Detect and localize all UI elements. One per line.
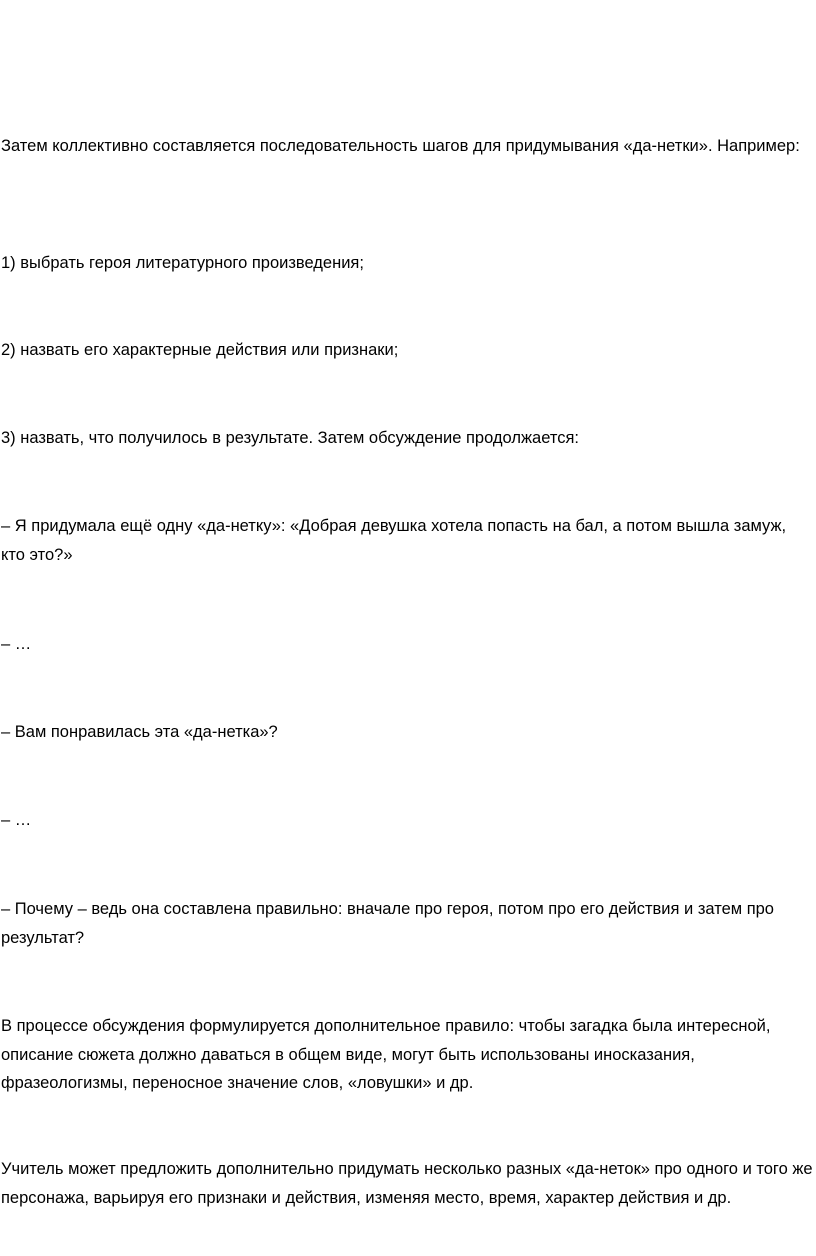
paragraph-additional-rule: В процессе обсуждения формулируется дополнительное правило: чтобы загадка была интересной, описание сюжета должно даваться в общем виде, могут быть использованы иносказания, фразеологизмы, переносное значение слов, «ловушки» и др. bbox=[1, 1017, 771, 1092]
paragraph-dialogue-ellipsis-1: – … bbox=[1, 635, 32, 653]
paragraph-step-2: 2) назвать его характерные действия или признаки; bbox=[1, 341, 399, 359]
paragraph-step-3: 3) назвать, что получилось в результате. Затем обсуждение продолжается: bbox=[1, 429, 579, 447]
paragraph-dialogue-question: – Вам понравилась эта «да-нетка»? bbox=[1, 723, 278, 741]
paragraph-teacher-suggestion: Учитель может предложить дополнительно придумать несколько разных «да-неток» про одного и того же персонажа, варьируя его признаки и действия, изменяя место, время, характер действия и др. bbox=[1, 1160, 813, 1207]
paragraph-dialogue-why: – Почему – ведь она составлена правильно: вначале про героя, потом про его действия и затем про результат? bbox=[1, 900, 774, 947]
paragraph-dialogue-riddle: – Я придумала ещё одну «да-нетку»: «Добрая девушка хотела попасть на бал, а потом вышла замуж, кто это?» bbox=[1, 517, 787, 564]
paragraph-intro: Затем коллективно составляется последовательность шагов для придумывания «да-нетки». Например: bbox=[1, 137, 800, 155]
paragraph-step-1: 1) выбрать героя литературного произведения; bbox=[1, 254, 364, 272]
paragraph-dialogue-ellipsis-2: – … bbox=[1, 811, 32, 829]
